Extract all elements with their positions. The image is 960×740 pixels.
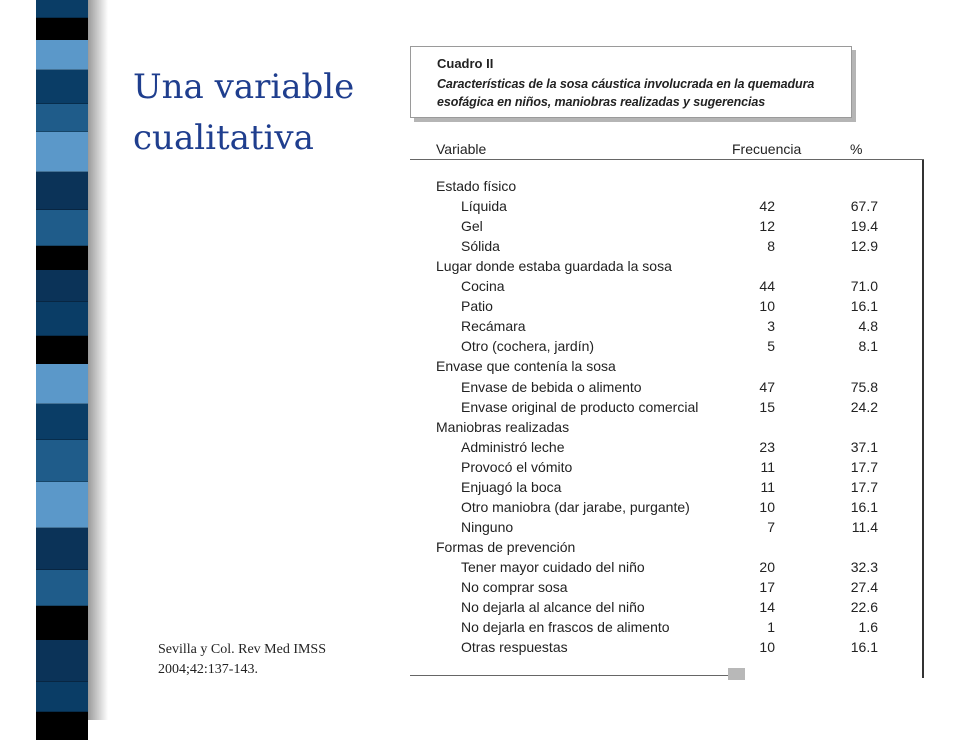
decorative-stripe bbox=[36, 302, 88, 336]
slide-title: Una variable cualitativa bbox=[133, 67, 355, 158]
table-row-percent: 12.9 bbox=[850, 238, 878, 255]
decorative-stripe bbox=[36, 570, 88, 606]
decorative-stripe bbox=[36, 40, 88, 70]
table-row-frequency: 10 bbox=[759, 498, 775, 515]
decorative-stripe bbox=[36, 404, 88, 440]
table-row-frequency: 14 bbox=[759, 599, 775, 616]
table-row-frequency: 47 bbox=[759, 378, 775, 395]
table-caption-subtitle: Características de la sosa cáustica involucrada en la quemadura esofágica en niños, maniobras realizadas y sugerencias bbox=[437, 77, 815, 110]
table-row-label: Cocina bbox=[461, 278, 505, 295]
table-row-percent: 4.8 bbox=[858, 318, 878, 335]
table-group-label: Envase que contenía la sosa bbox=[436, 358, 616, 375]
citation: Sevilla y Col. Rev Med IMSS 2004;42:137-143. bbox=[158, 642, 327, 678]
table-group-label: Lugar donde estaba guardada la sosa bbox=[436, 258, 672, 275]
table-row-label: Recámara bbox=[461, 318, 526, 335]
decorative-stripe bbox=[36, 270, 88, 302]
table-row-label: Otro maniobra (dar jarabe, purgante) bbox=[461, 498, 690, 515]
table-row-frequency: 11 bbox=[760, 478, 775, 495]
table-row-percent: 32.3 bbox=[850, 558, 878, 575]
decorative-stripe bbox=[36, 712, 88, 740]
stripe-shadow bbox=[88, 0, 108, 720]
table-row-percent: 71.0 bbox=[850, 278, 878, 295]
table-row-percent: 19.4 bbox=[850, 218, 878, 235]
table-row-label: Enjuagó la boca bbox=[461, 478, 562, 495]
table-row-frequency: 3 bbox=[767, 318, 775, 335]
decorative-stripe bbox=[36, 18, 88, 40]
table-row-frequency: 10 bbox=[759, 298, 775, 315]
table-row-percent: 37.1 bbox=[850, 438, 878, 455]
decorative-stripe bbox=[36, 640, 88, 682]
header-rule bbox=[410, 159, 924, 160]
decorative-stripe bbox=[36, 528, 88, 570]
table-row-frequency: 5 bbox=[767, 338, 775, 355]
table-row-frequency: 23 bbox=[759, 438, 775, 455]
table-row-frequency: 1 bbox=[767, 619, 775, 636]
decorative-stripe bbox=[36, 364, 88, 404]
table-row-percent: 16.1 bbox=[850, 498, 878, 515]
table-row-frequency: 17 bbox=[759, 579, 775, 595]
table-row-label: Patio bbox=[461, 298, 493, 315]
decorative-stripe bbox=[36, 0, 88, 18]
table-row-label: Provocó el vómito bbox=[461, 458, 573, 475]
scroll-block bbox=[728, 668, 745, 680]
table-row-percent: 17.7 bbox=[850, 458, 878, 475]
table-row-label: Sólida bbox=[461, 238, 500, 255]
table-row-percent: 1.6 bbox=[858, 619, 878, 636]
table-row-frequency: 7 bbox=[767, 518, 775, 535]
table-row-frequency: 10 bbox=[759, 639, 775, 656]
table-row-percent: 8.1 bbox=[858, 338, 878, 355]
table-row-label: Líquida bbox=[461, 198, 507, 215]
decorative-stripe bbox=[36, 70, 88, 104]
table-row-frequency: 20 bbox=[759, 558, 775, 575]
table-row-percent: 75.8 bbox=[850, 378, 878, 395]
table-row-label: No comprar sosa bbox=[461, 579, 568, 595]
column-header-variable: Variable bbox=[436, 141, 487, 157]
table-group-label: Maniobras realizadas bbox=[436, 418, 570, 435]
table-row-label: Envase original de producto comercial bbox=[461, 398, 699, 415]
decorative-stripe bbox=[36, 606, 88, 640]
table-row-frequency: 15 bbox=[759, 398, 775, 415]
table-row-percent: 22.6 bbox=[850, 599, 878, 616]
table-row-frequency: 11 bbox=[760, 458, 775, 475]
decorative-stripe bbox=[36, 246, 88, 270]
table-row-percent: 67.7 bbox=[850, 198, 878, 215]
table-row-percent: 24.2 bbox=[850, 398, 878, 415]
table-row-label: Otro (cochera, jardín) bbox=[461, 338, 595, 355]
table-row-label: Gel bbox=[461, 218, 483, 235]
table-row-label: Otras respuestas bbox=[461, 639, 568, 656]
decorative-stripe bbox=[36, 336, 88, 364]
table-row-label: Ninguno bbox=[461, 518, 514, 535]
table-row-frequency: 42 bbox=[759, 198, 775, 215]
table-row-percent: 27.4 bbox=[850, 579, 878, 595]
column-header-percent: % bbox=[850, 141, 863, 157]
table-row-frequency: 12 bbox=[759, 218, 775, 235]
decorative-stripe bbox=[36, 482, 88, 528]
data-table bbox=[410, 138, 924, 680]
table-row-label: Administró leche bbox=[461, 438, 565, 455]
table-row-percent: 11.4 bbox=[851, 518, 878, 535]
decorative-stripe bbox=[36, 440, 88, 482]
table-row-percent: 16.1 bbox=[850, 639, 878, 656]
table-group-label: Estado físico bbox=[436, 178, 517, 194]
table-caption-box bbox=[410, 46, 852, 118]
table-row-percent: 17.7 bbox=[850, 478, 878, 495]
table-right-rule bbox=[922, 160, 924, 678]
table-group-label: Formas de prevención bbox=[436, 538, 576, 555]
table-row-frequency: 8 bbox=[767, 238, 775, 255]
table-row-frequency: 44 bbox=[759, 278, 775, 295]
decorative-stripe bbox=[36, 682, 88, 712]
table-caption-title: Cuadro II bbox=[437, 56, 494, 71]
table-row-label: Envase de bebida o alimento bbox=[461, 378, 642, 395]
table-row-label: Tener mayor cuidado del niño bbox=[461, 558, 645, 575]
decorative-stripe bbox=[36, 172, 88, 210]
table-bottom-rule bbox=[410, 675, 728, 676]
table-row-label: No dejarla al alcance del niño bbox=[461, 599, 645, 616]
table-row-label: No dejarla en frascos de alimento bbox=[461, 619, 670, 636]
column-header-frecuencia: Frecuencia bbox=[732, 141, 802, 157]
decorative-stripe bbox=[36, 210, 88, 246]
table-row-percent: 16.1 bbox=[850, 298, 878, 315]
decorative-stripe bbox=[36, 104, 88, 132]
decorative-stripe bbox=[36, 132, 88, 172]
